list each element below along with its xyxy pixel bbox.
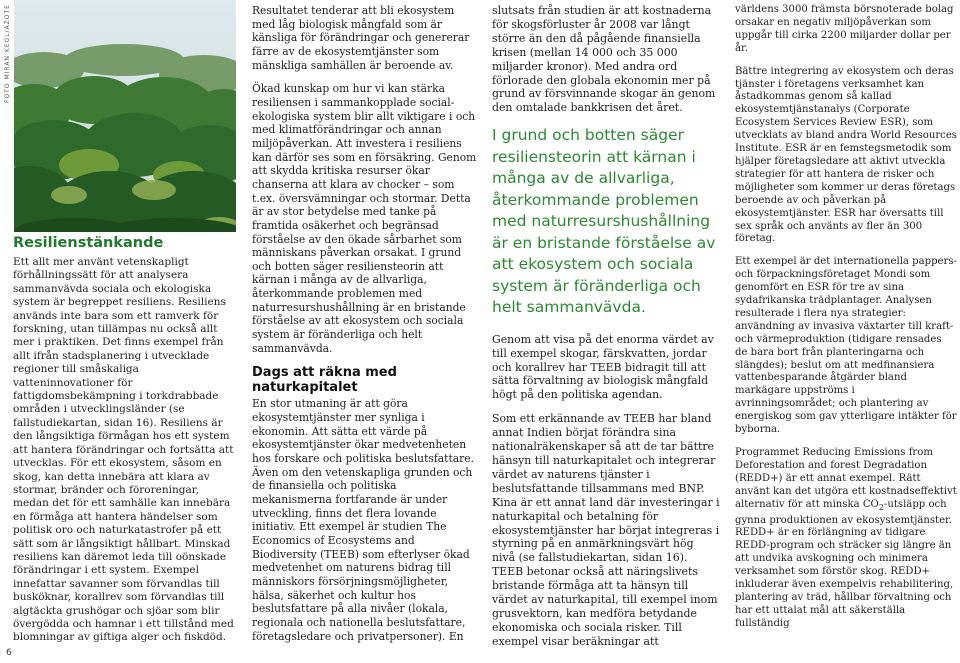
column-2 [252, 4, 478, 653]
body-paragraph: Resultatet tenderar att bli ekosystem med låg biologisk mångfald som är känsliga för förändringar och genererar färre av de ekosystemtjänster som mänskliga samhällen är beroende av. [252, 4, 470, 72]
column-1 [13, 234, 237, 657]
section-heading: Resilienstänkande [13, 235, 164, 251]
redd-text-start: Programmet Reducing Emissions from Deforestation and forest Degradation (REDD+) är ett annat exempel. Rätt använt kan det utgöra ett kostnadseffektivt alternativ för att minska CO [735, 447, 957, 510]
body-paragraph: Som ett erkännande av TEEB har bland annat Indien börjat förändra sina nationalräkenskaper så att de tar bättre hänsyn till naturkapitalet och integrerar värdet av naturens tjänster i beslutsfattande tillsammans med BNP. Kina är ett annat land där investeringar i naturkapital och betalning för ekosystemtjänster har börjat integreras i styrning på en anmärkningsvärt hög nivå (se fallstudiekartan, sidan 16). TEEB betonar också att näringslivets bristande förmåga att ta hänsyn till värdet av naturkapital, till exempel inom grusvektorn, kan medföra betydande ekonomiska och sociala risker. Till exempel visar beräkningar att [492, 412, 720, 648]
subheading: Dags att räkna med naturkapitalet [252, 365, 397, 396]
body-paragraph-redd [735, 447, 957, 631]
column-3 [492, 4, 720, 659]
photo-credit: FOTO MIRAN KEGL/AZOTE [4, 4, 11, 103]
page-number: 6 [6, 648, 12, 658]
forest-canopy-image [14, 0, 236, 232]
body-paragraph: Ett exempel är det internationella pappers- och förpackningsföretaget Mondi som genomfört en ESR för tre av sina sydafrikanska trädplantager. Analysen resulterade i flera nya strategier: användning av invasiva växtarter till kraft- och värmeproduktion (tidigare rensades de bara bort från planteringarna och slängdes); beslut om att medfinansiera vattenbesparande åtgärder bland markägare uppströms i avrinningsområdet; och plantering av energiskog som gav ytterligare intäkter för byborna. [735, 256, 957, 436]
body-paragraph: Bättre integrering av ekosystem och deras tjänster i företagens verksamhet kan åstadkommas genom så kallad ekosystemtjänstanalys (Corporate Ecosystem Services Review ESR), som utvecklats av bland andra World Resources Institute. ESR är en femstegsmetodik som hjälper företagsledare att aktivt utveckla strategier för att hantera de risker och möjligheter som kommer ur deras företags beroende av och påverkan på ekosystemtjänster. ESR har översatts till sex språk och använts av fler än 300 företag. [735, 65, 957, 245]
pull-quote: I grund och botten säger resiliensteorin att kärnan i många av de allvarliga, återkommande problemen med naturresurshushållning är en bristande förståelse av att ekosystem och sociala system är föränderliga och helt sammanvävda. [492, 126, 716, 317]
body-paragraph: En stor utmaning är att göra ekosystemtjänster mer synliga i ekonomin. Att sätta ett värde på ekosystemtjänster ökar medvetenheten hos forskare och politiska beslutsfattare. Även om den vetenskapliga grunden och de finansiella och politiska mekanismerna fortfarande är under utveckling, finns det flera lovande initiativ. Ett exempel är studien The Economics of Ecosystems and Biodiversity (TEEB) som efterlyser ökad medvetenhet om naturens bidrag till människors försörjningsmöjligheter, hälsa, säkerhet och kultur hos beslutsfattare på alla nivåer (lokala, regionala och nationella beslutsfattare, företagsledare och privatpersoner). En [252, 397, 474, 643]
co2-subscript: 2 [878, 502, 884, 512]
body-paragraph: Genom att visa på det enorma värdet av till exempel skogar, färskvatten, jordar och korallrev har TEEB bidragit till att sätta förvaltning av biologisk mångfald högt på den politiska agendan. [492, 332, 714, 402]
body-paragraph: slutsats från studien är att kostnaderna för skogsförluster år 2008 var långt större än den då pågående finansiella krisen (mellan 14 000 och 35 000 miljarder kronor). Med andra ord förlorade den globala ekonomin mer på grund av försvinnande skogar än genom den omtalade bankkrisen det året. [492, 4, 716, 115]
redd-text-end: -utsläpp och gynna produktionen av ekosystemtjänster. REDD+ är en förlängning av tidigare REDD-program och sträcker sig längre än att undvika avskogning och minimera verksamhet som förstör skog. REDD+ inkluderar även exempelvis rehabilitering, plantering av träd, hållbar förvaltning och har ett uttalat mål att säkerställa fullständig [735, 498, 954, 629]
column-4 [735, 4, 957, 641]
forest-photo [14, 0, 236, 232]
body-paragraph: Ett allt mer använt vetenskapligt förhållningssätt för att analysera sammanvävda sociala och ekologiska system är begreppet resiliens. Resiliens används inte bara som ett ramverk för forskning, utan tillämpas nu också allt mer i praktiken. Det finns exempel från allt ifrån stadsplanering i utvecklade regioner till småskaliga vatteninnovationer för fattigdomsbekämpning i torkdrabbade områden i utvecklingsländer (se fallstudiekartan, sidan 16). Resiliens är den långsiktiga förmågan hos ett system att hantera förändringar och fortsätta att utvecklas. För ett ekosystem, såsom en skog, kan detta innebära att klara av stormar, bränder och föroreningar, medan det för ett samhälle kan innebära en förmåga att hantera händelser som politisk oro och naturkatastrofer på ett sätt som är långsiktigt hållbart. Minskad resiliens kan däremot leda till oönskade förändringar i ett system. Exempel innefattar savanner som förvandlas till busköknar, korallrev som förvandlas till algtäckta grushögar och sjöar som blir övergödda och hamnar i ett tillstånd med blomningar av giftiga alger och fiskdöd. [13, 256, 234, 644]
body-paragraph: världens 3000 främsta börsnoterade bolag orsakar en negativ miljöpåverkan som uppgår till cirka 2200 miljarder dollar per år. [735, 4, 954, 54]
body-paragraph: Ökad kunskap om hur vi kan stärka resiliensen i sammankopplade social-ekologiska system blir allt viktigare i och med klimatförändringar och annan miljöpåverkan. Att investera i resiliens kan därför ses som en försäkring. Genom att skydda kritiska resurser ökar chanserna att klara av chocker – som t.ex. översvämningar och stormar. Detta är av stor betydelse med tanke på framtida osäkerhet och begränsad förståelse av den ökade sårbarhet som människans påverkan orsakat. I grund och botten säger resiliensteorin att kärnan i många av de allvarliga, återkommande problemen med naturresurshushållning är en bristande förståelse av att ekosystem och sociala system är föränderliga och helt sammanvävda. [252, 82, 477, 355]
